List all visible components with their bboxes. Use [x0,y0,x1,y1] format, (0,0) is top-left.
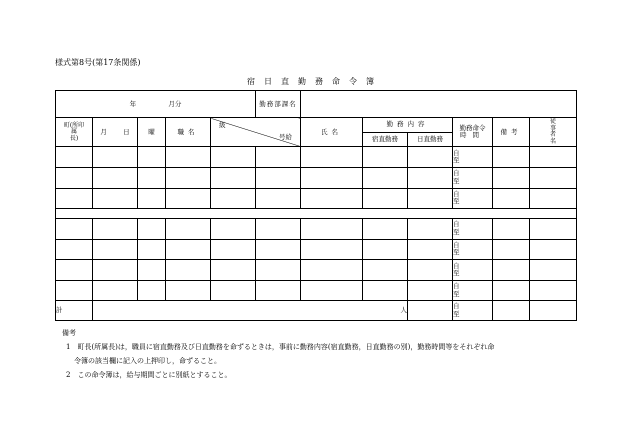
entry-cell[interactable] [256,188,301,209]
entry-cell[interactable] [256,168,301,189]
period-row [56,91,577,118]
entry-cell[interactable] [530,280,577,301]
entry-cell[interactable] [166,280,211,301]
header-row-1 [56,118,577,132]
entry-cell[interactable] [408,239,453,260]
entry-cell[interactable] [211,188,256,209]
entry-cell[interactable] [493,218,530,239]
entry-cell[interactable] [138,260,166,281]
document-title: 宿日直勤務命令簿 [247,77,383,86]
total-label: 計 [56,301,93,321]
duty-time-cell[interactable]: 自 至 [453,168,493,189]
entry-cell[interactable] [530,260,577,281]
separator-row [56,209,577,219]
entry-cell[interactable] [211,168,256,189]
entry-cell[interactable] [256,260,301,281]
entry-cell[interactable] [56,280,93,301]
duty-time-cell[interactable]: 自 至 [453,239,493,260]
entry-cell[interactable] [301,218,363,239]
entry-cell[interactable] [363,260,408,281]
entry-cell[interactable] [138,188,166,209]
entry-cell[interactable] [93,188,138,209]
entry-cell[interactable] [166,218,211,239]
entry-cell[interactable] [301,168,363,189]
entry-cell[interactable] [408,260,453,281]
table-row [56,168,577,189]
entry-cell[interactable] [166,188,211,209]
duty-time-header: 勤務命令 時間 [453,118,493,147]
remarks-header: 備考 [493,118,530,147]
table-row [56,218,577,239]
entry-cell[interactable] [166,260,211,281]
mayor-seal-header: 町(所印 属 長) [56,118,93,147]
department-label: 勤務部課名 [256,91,301,118]
entry-cell[interactable] [301,239,363,260]
entry-cell[interactable] [408,168,453,189]
entry-cell[interactable] [93,218,138,239]
entry-cell[interactable] [408,218,453,239]
entry-cell[interactable] [211,147,256,168]
total-time-cell: 自 至 [453,301,493,321]
entry-cell[interactable] [301,280,363,301]
entry-cell[interactable] [493,239,530,260]
entry-cell[interactable] [93,147,138,168]
entry-cell[interactable] [301,260,363,281]
entry-cell[interactable] [138,239,166,260]
entry-cell[interactable] [530,239,577,260]
day-header: 日 [123,127,130,136]
entry-cell[interactable] [211,218,256,239]
month-label: 月分 [168,99,182,108]
entry-cell[interactable] [408,147,453,168]
upper-entry-rows [56,147,577,209]
entry-cell[interactable] [211,280,256,301]
entry-cell[interactable] [256,280,301,301]
lower-entry-rows [56,218,577,300]
entry-cell[interactable] [493,260,530,281]
entry-cell[interactable] [363,188,408,209]
entry-cell[interactable] [211,239,256,260]
entry-cell[interactable] [256,239,301,260]
year-label: 年 [129,99,137,108]
total-unit: 人 [93,301,408,321]
duty-time-cell[interactable]: 自 至 [453,188,493,209]
entry-cell[interactable] [301,147,363,168]
duty-time-cell[interactable]: 自 至 [453,260,493,281]
duty-time-cell[interactable]: 自 至 [453,218,493,239]
month-header: 月 [100,127,107,136]
day-duty-header: 日直勤務 [408,132,453,146]
entry-cell[interactable] [138,218,166,239]
name-header: 氏名 [301,118,363,147]
entry-cell[interactable] [493,188,530,209]
duty-time-cell[interactable]: 自 至 [453,147,493,168]
grade-header: 級 [219,121,226,130]
form-number: 様式第8号(第17条関係) [55,58,141,67]
entry-cell[interactable] [363,280,408,301]
entry-cell[interactable] [408,188,453,209]
entry-cell[interactable] [408,280,453,301]
entry-cell[interactable] [56,168,93,189]
entry-cell[interactable] [363,218,408,239]
entry-cell[interactable] [166,239,211,260]
entry-cell[interactable] [530,218,577,239]
notes-section [58,326,578,382]
entry-cell[interactable] [301,188,363,209]
entry-cell[interactable] [93,168,138,189]
table-row [56,188,577,209]
entry-cell[interactable] [56,260,93,281]
entry-cell[interactable] [56,218,93,239]
table-row [56,260,577,281]
entry-cell[interactable] [56,239,93,260]
entry-cell[interactable] [530,188,577,209]
period-cell [56,91,256,118]
duty-register-table [55,90,577,321]
entry-cell[interactable] [211,260,256,281]
entry-cell[interactable] [363,168,408,189]
night-duty-header: 宿直勤務 [363,132,408,146]
entry-cell[interactable] [93,280,138,301]
total-row [56,301,577,321]
entry-cell[interactable] [138,168,166,189]
entry-cell[interactable] [493,147,530,168]
entry-cell[interactable] [530,147,577,168]
table-row [56,147,577,168]
entry-cell[interactable] [93,260,138,281]
entry-cell[interactable] [363,239,408,260]
note-item-1-cont: 令簿の該当欄に記入の上押印し，命ずること。 [74,357,221,365]
entry-cell[interactable] [363,147,408,168]
note-item-2: 2 この命令簿は，給与期間ごとに別紙とすること。 [66,371,232,379]
pay-step-header: 号給 [279,132,292,141]
entry-cell[interactable] [166,147,211,168]
position-header: 職名 [166,118,211,147]
note-item-1: 1 町長(所属長)は，職員に宿直勤務及び日直勤務を命ずるときは，事前に勤務内容(宿直勤務，日直勤務の別)，勤務時間等をそれぞれ命 [66,343,495,351]
weekday-header: 曜 [138,118,166,147]
entry-cell[interactable] [138,280,166,301]
grade-pay-header [211,118,301,147]
entry-cell[interactable] [56,188,93,209]
entry-cell[interactable] [256,147,301,168]
table-row [56,280,577,301]
entry-cell[interactable] [493,168,530,189]
duty-content-header: 勤務内容 [363,118,453,132]
entry-cell[interactable] [256,218,301,239]
entry-cell[interactable] [138,147,166,168]
notes-title: 備考 [62,329,76,337]
entry-cell[interactable] [56,147,93,168]
worker-name-header: 従 事 者 名 [530,118,577,147]
entry-cell[interactable] [493,280,530,301]
department-value[interactable] [301,91,577,118]
entry-cell[interactable] [93,239,138,260]
entry-cell[interactable] [530,168,577,189]
duty-time-cell[interactable]: 自 至 [453,280,493,301]
entry-cell[interactable] [166,168,211,189]
month-day-header [93,118,138,147]
table-row [56,239,577,260]
